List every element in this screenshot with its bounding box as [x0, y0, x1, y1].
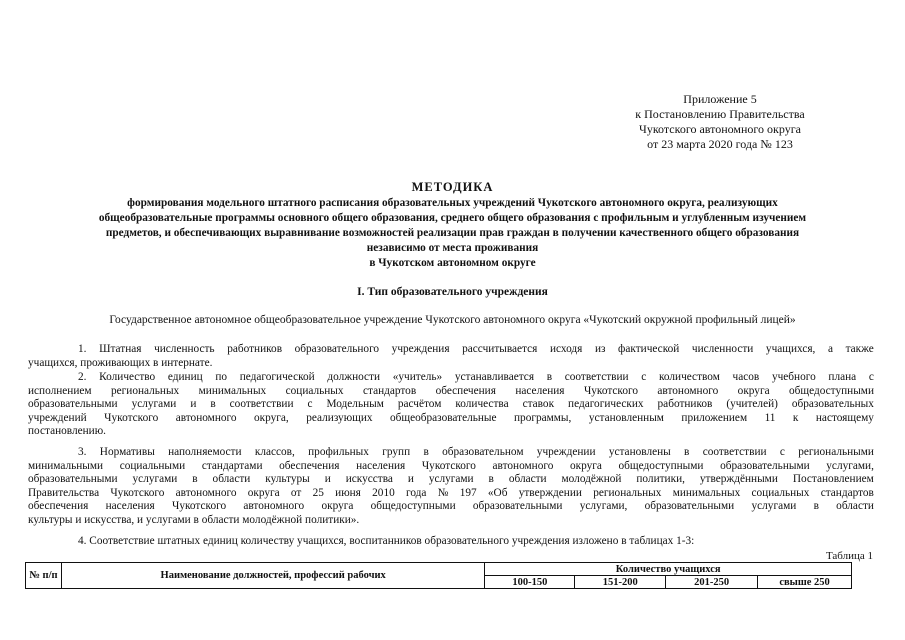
text-line — [28, 385, 874, 399]
subtitle-line: формирования модельного штатного расписания образовательных учреждений Чукотского автономного округа, реализующих — [127, 197, 778, 209]
document-subtitle — [40, 196, 865, 271]
header-cell-range: 201-250 — [666, 576, 758, 589]
appendix-line: Приложение 5 — [683, 92, 757, 106]
word: и — [190, 398, 197, 410]
word: приложением — [681, 411, 748, 424]
word: фактической — [618, 343, 680, 355]
text-line — [28, 446, 874, 460]
word: населения — [356, 459, 406, 472]
word: из — [594, 343, 606, 355]
word: минимальных — [672, 486, 741, 499]
word: округа — [247, 486, 280, 499]
word: образовательными — [644, 500, 735, 512]
word: политики, — [636, 473, 685, 485]
word: в — [684, 446, 690, 458]
word: автономного — [492, 459, 554, 472]
word: Модельным — [326, 398, 384, 410]
word: населения — [515, 384, 565, 397]
word: педагогической — [239, 371, 315, 383]
header-cell-range: 151-200 — [575, 576, 666, 589]
word: округа — [321, 500, 354, 512]
word: стандартов — [362, 384, 417, 397]
document-title: МЕТОДИКА — [411, 180, 494, 194]
word: единиц — [167, 371, 203, 383]
word: Постановлением — [792, 473, 874, 485]
subtitle-line: общеобразовательные программы основного общего образования, среднего общего образования с профильным и углубленным изучением — [98, 212, 807, 224]
word: Чукотского — [421, 459, 476, 472]
paragraph-1 — [28, 343, 874, 370]
word: услугами, — [579, 500, 628, 512]
word: учебного — [771, 371, 816, 383]
appendix-line: Чукотского автономного округа — [639, 122, 801, 136]
word: к — [792, 411, 799, 424]
word: обеспечения — [28, 500, 89, 512]
subtitle-line: в Чукотском автономном округе — [369, 257, 536, 269]
word: Чукотского — [110, 486, 165, 499]
table-header-row — [26, 563, 852, 576]
word: Чукотского — [104, 411, 159, 424]
word: и — [324, 473, 331, 485]
word: с — [779, 446, 785, 458]
text-line — [28, 371, 874, 385]
word: региональными — [798, 446, 874, 458]
word: 197 — [459, 486, 477, 499]
appendix-line: от 23 марта 2020 года № 123 — [647, 137, 793, 151]
word: групп — [382, 446, 411, 458]
text-line — [28, 500, 874, 514]
word: автономного — [175, 411, 237, 424]
word: плана — [828, 371, 857, 383]
word: по — [215, 371, 228, 383]
word: рассчитывается — [462, 343, 538, 355]
word: образовательном — [442, 446, 524, 458]
word: соответствии — [564, 371, 629, 383]
word: автономного — [175, 486, 237, 499]
staffing-table — [25, 562, 852, 589]
text-line — [28, 487, 874, 501]
word: молодёжной — [561, 473, 622, 485]
header-cell-number: № п/п — [26, 563, 62, 589]
word: Нормативы — [99, 446, 155, 458]
word: округа — [737, 384, 770, 397]
text-line — [28, 412, 874, 426]
word: Чукотского — [172, 500, 227, 512]
appendix-block — [600, 92, 840, 152]
word: также — [845, 343, 874, 355]
word: расчётом — [397, 398, 442, 410]
word: образовательных — [791, 398, 874, 410]
word: округа — [569, 459, 602, 472]
text-line: 4. Соответствие штатных единиц количеству учащихся, воспитанников образовательного учреждения изложено в таблицах 1-3: — [78, 535, 695, 547]
word: с — [868, 371, 874, 383]
word: ставок — [522, 398, 555, 410]
word: стандартами — [201, 459, 263, 472]
word: образовательными — [28, 398, 118, 410]
subtitle-line: независимо от места проживания — [366, 242, 539, 254]
text-line: учащихся, проживающих в интернате. — [28, 356, 213, 369]
word: 2010 — [372, 486, 395, 499]
word: устанавливается — [454, 371, 535, 383]
word: Количество — [99, 371, 156, 383]
word: должности — [327, 371, 381, 383]
word: искусства — [345, 473, 393, 485]
word: региональных — [110, 384, 180, 397]
word: услугами — [751, 500, 797, 512]
word: и — [407, 473, 414, 485]
header-cell-students-count: Количество учащихся — [485, 563, 852, 576]
word: учреждении — [536, 446, 596, 458]
word: классов, — [254, 446, 295, 458]
word: реализующих — [306, 411, 373, 424]
header-cell-range: 100-150 — [485, 576, 575, 589]
word: учреждений — [28, 411, 87, 424]
word: минимальными — [28, 459, 104, 472]
word: услугами — [132, 473, 178, 485]
paragraph-4 — [28, 535, 874, 549]
text-line: постановлению. — [28, 425, 106, 437]
word: области — [836, 500, 874, 512]
word: соответствии — [229, 398, 294, 410]
word: 11 — [764, 411, 776, 424]
word: профильных — [308, 446, 369, 458]
word: услугами — [428, 473, 474, 485]
word: «учитель» — [392, 371, 443, 383]
word: количеством — [658, 371, 720, 383]
word: образовательного — [294, 343, 380, 355]
word: социальными — [119, 459, 186, 472]
word: утверждении — [518, 486, 582, 499]
word: области — [508, 473, 547, 485]
subtitle-line: предметов, и обеспечивающих выравнивание возможностей реализации прав граждан в получении качественного общего образования — [105, 227, 800, 239]
word: в — [546, 371, 553, 383]
word: программы, — [514, 411, 572, 424]
word: педагогических — [568, 398, 644, 410]
word: стандартов — [820, 486, 874, 499]
word: общедоступными — [789, 384, 874, 397]
paragraph-3 — [28, 446, 874, 527]
word: культуры — [265, 473, 310, 485]
word: обеспечения — [435, 384, 496, 397]
word: общедоступными — [370, 500, 456, 512]
word: социальных — [751, 486, 810, 499]
word: работников — [227, 343, 283, 355]
word: услугами, — [826, 459, 874, 472]
word: численность — [154, 343, 215, 355]
word: установлены — [608, 446, 671, 458]
word: количества — [455, 398, 509, 410]
word: численности — [691, 343, 754, 355]
word: образовательными — [28, 473, 118, 485]
word: № — [437, 486, 449, 499]
word: в — [488, 473, 494, 485]
word: Штатная — [99, 343, 142, 355]
word: учащихся, — [765, 343, 816, 355]
institution-name: Государственное автономное общеобразовательное учреждение Чукотского автономного округа «Чукотский окружной профильный лицей» — [109, 314, 796, 326]
word: региональных — [593, 486, 662, 499]
word: в — [192, 473, 198, 485]
header-cell-range: свыше 250 — [758, 576, 852, 589]
word: в — [813, 500, 819, 512]
word: от — [290, 486, 302, 499]
header-cell-position: Наименование должностей, профессий рабочих — [61, 563, 484, 589]
table-label: Таблица 1 — [825, 550, 873, 562]
word: Правительства — [28, 486, 100, 499]
word: 2. — [78, 371, 87, 383]
word: 3. — [78, 446, 87, 458]
word: соответствии — [702, 446, 767, 458]
word: с — [641, 371, 647, 383]
text-line — [28, 398, 874, 412]
word: минимальных — [198, 384, 267, 397]
word: 1. — [78, 343, 87, 355]
word: обеспечения — [279, 459, 340, 472]
word: 25 — [312, 486, 324, 499]
word: Чукотского — [583, 384, 638, 397]
text-line — [28, 460, 874, 474]
word: с — [307, 398, 313, 410]
word: исполнением — [28, 384, 92, 397]
word: в — [423, 446, 429, 458]
word: образовательными — [472, 500, 563, 512]
word: утверждёнными — [699, 473, 778, 485]
word: в — [210, 398, 216, 410]
text-line — [28, 343, 874, 357]
word: июня — [335, 486, 361, 499]
word: услугами — [131, 398, 177, 410]
word: работников — [657, 398, 713, 410]
word: общедоступными — [618, 459, 704, 472]
word: «Об — [487, 486, 508, 499]
paragraph-2 — [28, 371, 874, 439]
word: автономного — [243, 500, 305, 512]
appendix-line: к Постановлению Правительства — [635, 107, 805, 121]
word: года — [405, 486, 427, 499]
word: образовательными — [720, 459, 810, 472]
text-line — [28, 473, 874, 487]
word: часов — [732, 371, 760, 383]
word: учреждения — [391, 343, 450, 355]
word: населения — [105, 500, 155, 512]
word: исходя — [549, 343, 583, 355]
word: установленным — [588, 411, 664, 424]
word: округа, — [254, 411, 289, 424]
text-line: культуры и искусства, и услугами в области молодёжной политики». — [28, 513, 360, 526]
word: (учителей) — [726, 398, 778, 410]
word: а — [827, 343, 833, 355]
word: области — [212, 473, 251, 485]
word: социальных — [285, 384, 344, 397]
word: автономного — [657, 384, 719, 397]
word: общеобразовательные — [390, 411, 497, 424]
word: настоящему — [815, 411, 874, 424]
word: наполняемости — [168, 446, 242, 458]
section-heading: I. Тип образовательного учреждения — [357, 286, 548, 298]
